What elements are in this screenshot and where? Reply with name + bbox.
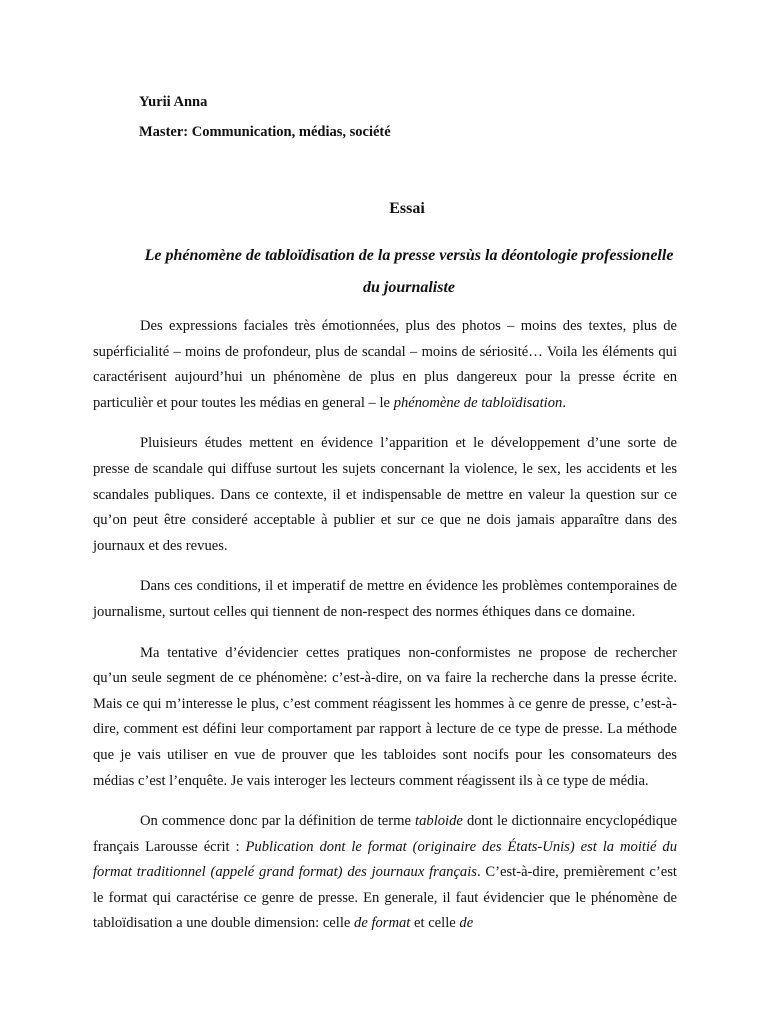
paragraph: Dans ces conditions, il et imperatif de mettre en évidence les problèmes contemporaines de journalisme, surtout celles qui tiennent de non-respect des normes éthiques dans ce domaine.: [93, 578, 677, 620]
paragraph: Des expressions faciales très émotionnées, plus des photos – moins des textes, plus de supérficialité – moins de profondeur, plus de scandal – moins de sériosité… Voila les éléments qui caractérisent aujourd’hui un phénomène de plus en plus dangereux pour la presse écrite en particulièr et pour toutes les médias en general – le phénomène de tabloïdisation.: [93, 318, 677, 411]
emphasis: tabloide: [415, 813, 463, 830]
author-name: Yurii Anna: [139, 94, 208, 110]
paragraph: Pluisieurs études mettent en évidence l’apparition et le développement d’une sorte de presse de scandale qui diffuse surtout les sujets concernant la violence, le sex, les accidents et les scandales publiques. Dans ce contexte, il et indispensable de mettre en valeur la question sur ce qu’on peut être consideré acceptable à publier et sur ce que ne dois jamais apparaître dans des journaux et des revues.: [93, 435, 677, 554]
emphasis: phénomène de tabloïdisation: [393, 394, 563, 411]
paragraph: Ma tentative d’évidencier cettes pratiques non-conformistes ne propose de rechercher qu’un seule segment de ce phénomène: c’est-à-dire, on va faire la recherche dans la presse écrite. Mais ce qui m’interesse le plus, c’est comment réagissent les hommes à ce genre de presse, c’est-à-dire, comment est défini leur comportament par rapport à lecture de ce type de presse. La méthode que je vais utiliser en vue de prouver que les tabloides sont nocifs pour les consomateurs des médias c’est l’enquête. Je vais interoger les lecteurs comment réagissent ils à ce type de média.: [93, 644, 677, 789]
program-name: Master: Communication, médias, société: [139, 124, 391, 140]
essay-body: [93, 314, 677, 952]
essay-heading: Essai: [389, 200, 425, 217]
emphasis: Publication dont le format (originaire des États-Unis) est la moitié du format traditionnel (appelé grand format) des journaux français: [93, 838, 677, 881]
emphasis: de: [459, 915, 474, 932]
paragraph: On commence donc par la définition de terme tabloide dont le dictionnaire encyclopédique français Larousse écrit : Publication dont le format (originaire des États-Unis) est la moitié du format traditionnel (appelé grand format) des journaux français. C’est-à-dire, premièrement c’est le format qui caractérise ce genre de presse. En generale, il faut évidencier que le phénomène de tabloïdisation a une double dimension: celle de format et celle de: [93, 813, 677, 932]
emphasis: de format: [354, 915, 411, 932]
essay-title: Le phénomène de tabloïdisation de la presse versùs la déontologie professionelle du journaliste: [144, 247, 674, 296]
